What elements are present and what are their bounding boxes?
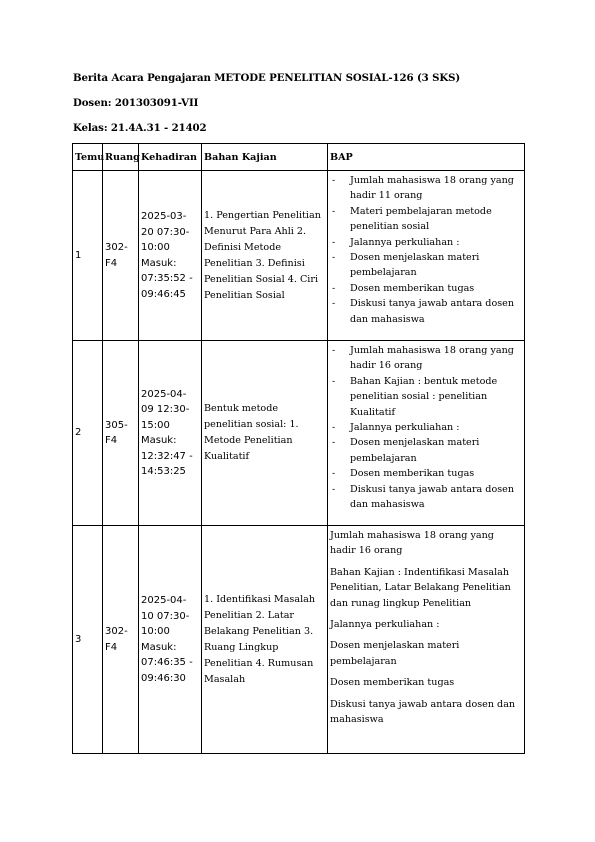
table-header-row — [73, 144, 525, 171]
list-item: - Bahan Kajian : bentuk metode penelitian sosial : penelitian Kualitatif — [332, 375, 498, 418]
cell-temu: 1 — [73, 171, 103, 341]
cell-temu: 3 — [73, 526, 103, 754]
attendance-table — [72, 143, 525, 754]
list-item: - Diskusi tanya jawab antara dosen dan mahasiswa — [332, 483, 515, 511]
cell-temu: 2 — [73, 341, 103, 526]
document-title: Berita Acara Pengajaran METODE PENELITIAN SOSIAL-126 (3 SKS) — [73, 72, 461, 84]
col-header-bap: BAP — [328, 144, 525, 171]
table-row — [73, 341, 525, 526]
cell-bahan-kajian: 1. Identifikasi Masalah Penelitian 2. Latar Belakang Penelitian 3. Ruang Lingkup Penelitian 4. Rumusan Masalah — [202, 526, 328, 754]
cell-kehadiran: 2025-04-09 12:30-15:00 Masuk: 12:32:47 - 14:53:25 — [139, 341, 202, 526]
cell-bap — [328, 171, 525, 341]
kelas-line: Kelas: 21.4A.31 - 21402 — [73, 122, 207, 134]
bap-paragraph: Jalannya perkuliahan : — [330, 619, 440, 631]
bap-paragraph: Dosen menjelaskan materi pembelajaran — [330, 640, 460, 667]
table-row — [73, 526, 525, 754]
list-item: - Dosen menjelaskan materi pembelajaran — [332, 252, 480, 279]
cell-ruang: 302-F4 — [103, 526, 139, 754]
list-item: - Jumlah mahasiswa 18 orang yang hadir 11 orang — [332, 175, 514, 202]
cell-kehadiran: 2025-03-20 07:30-10:00 Masuk: 07:35:52 - 09:46:45 — [139, 171, 202, 341]
list-item: - Dosen menjelaskan materi pembelajaran — [332, 437, 480, 464]
cell-bap — [328, 341, 525, 526]
bap-paragraph: Diskusi tanya jawab antara dosen dan mahasiswa — [330, 698, 516, 726]
dosen-line: Dosen: 201303091-VII — [73, 97, 199, 109]
bap-list — [330, 173, 522, 327]
cell-ruang: 302-F4 — [103, 171, 139, 341]
list-item: - Materi pembelajaran metode penelitian sosial — [332, 205, 492, 233]
col-header-bahan-kajian: Bahan Kajian — [202, 144, 328, 171]
table-row — [73, 171, 525, 341]
bap-paragraph: Bahan Kajian : Indentifikasi Masalah Penelitian, Latar Belakang Penelitian dan runag lingkup Penelitian — [330, 566, 511, 609]
list-item: - Dosen memberikan tugas — [332, 468, 475, 480]
list-item: - Diskusi tanya jawab antara dosen dan mahasiswa — [332, 298, 515, 325]
cell-ruang: 305-F4 — [103, 341, 139, 526]
list-item: - Jalannya perkuliahan : — [332, 236, 460, 248]
list-item: - Jumlah mahasiswa 18 orang yang hadir 16 orang — [332, 345, 514, 372]
cell-bap — [328, 526, 525, 754]
col-header-temu: Temu — [73, 144, 103, 171]
cell-bahan-kajian: 1. Pengertian Penelitian Menurut Para Ahli 2. Definisi Metode Penelitian 3. Definisi Penelitian Sosial 4. Ciri Penelitian Sosial — [202, 171, 328, 341]
cell-bahan-kajian: Bentuk metode penelitian sosial: 1. Metode Penelitian Kualitatif — [202, 341, 328, 526]
col-header-kehadiran: Kehadiran — [139, 144, 202, 171]
bap-list — [330, 343, 522, 512]
cell-kehadiran: 2025-04-10 07:30-10:00 Masuk: 07:46:35 - 09:46:30 — [139, 526, 202, 754]
list-item: - Jalannya perkuliahan : — [332, 422, 460, 434]
bap-paragraph: Dosen memberikan tugas — [330, 677, 455, 689]
list-item: - Dosen memberikan tugas — [332, 282, 475, 294]
col-header-ruang: Ruang — [103, 144, 139, 171]
bap-paragraph: Jumlah mahasiswa 18 orang yang hadir 16 orang — [330, 530, 494, 557]
